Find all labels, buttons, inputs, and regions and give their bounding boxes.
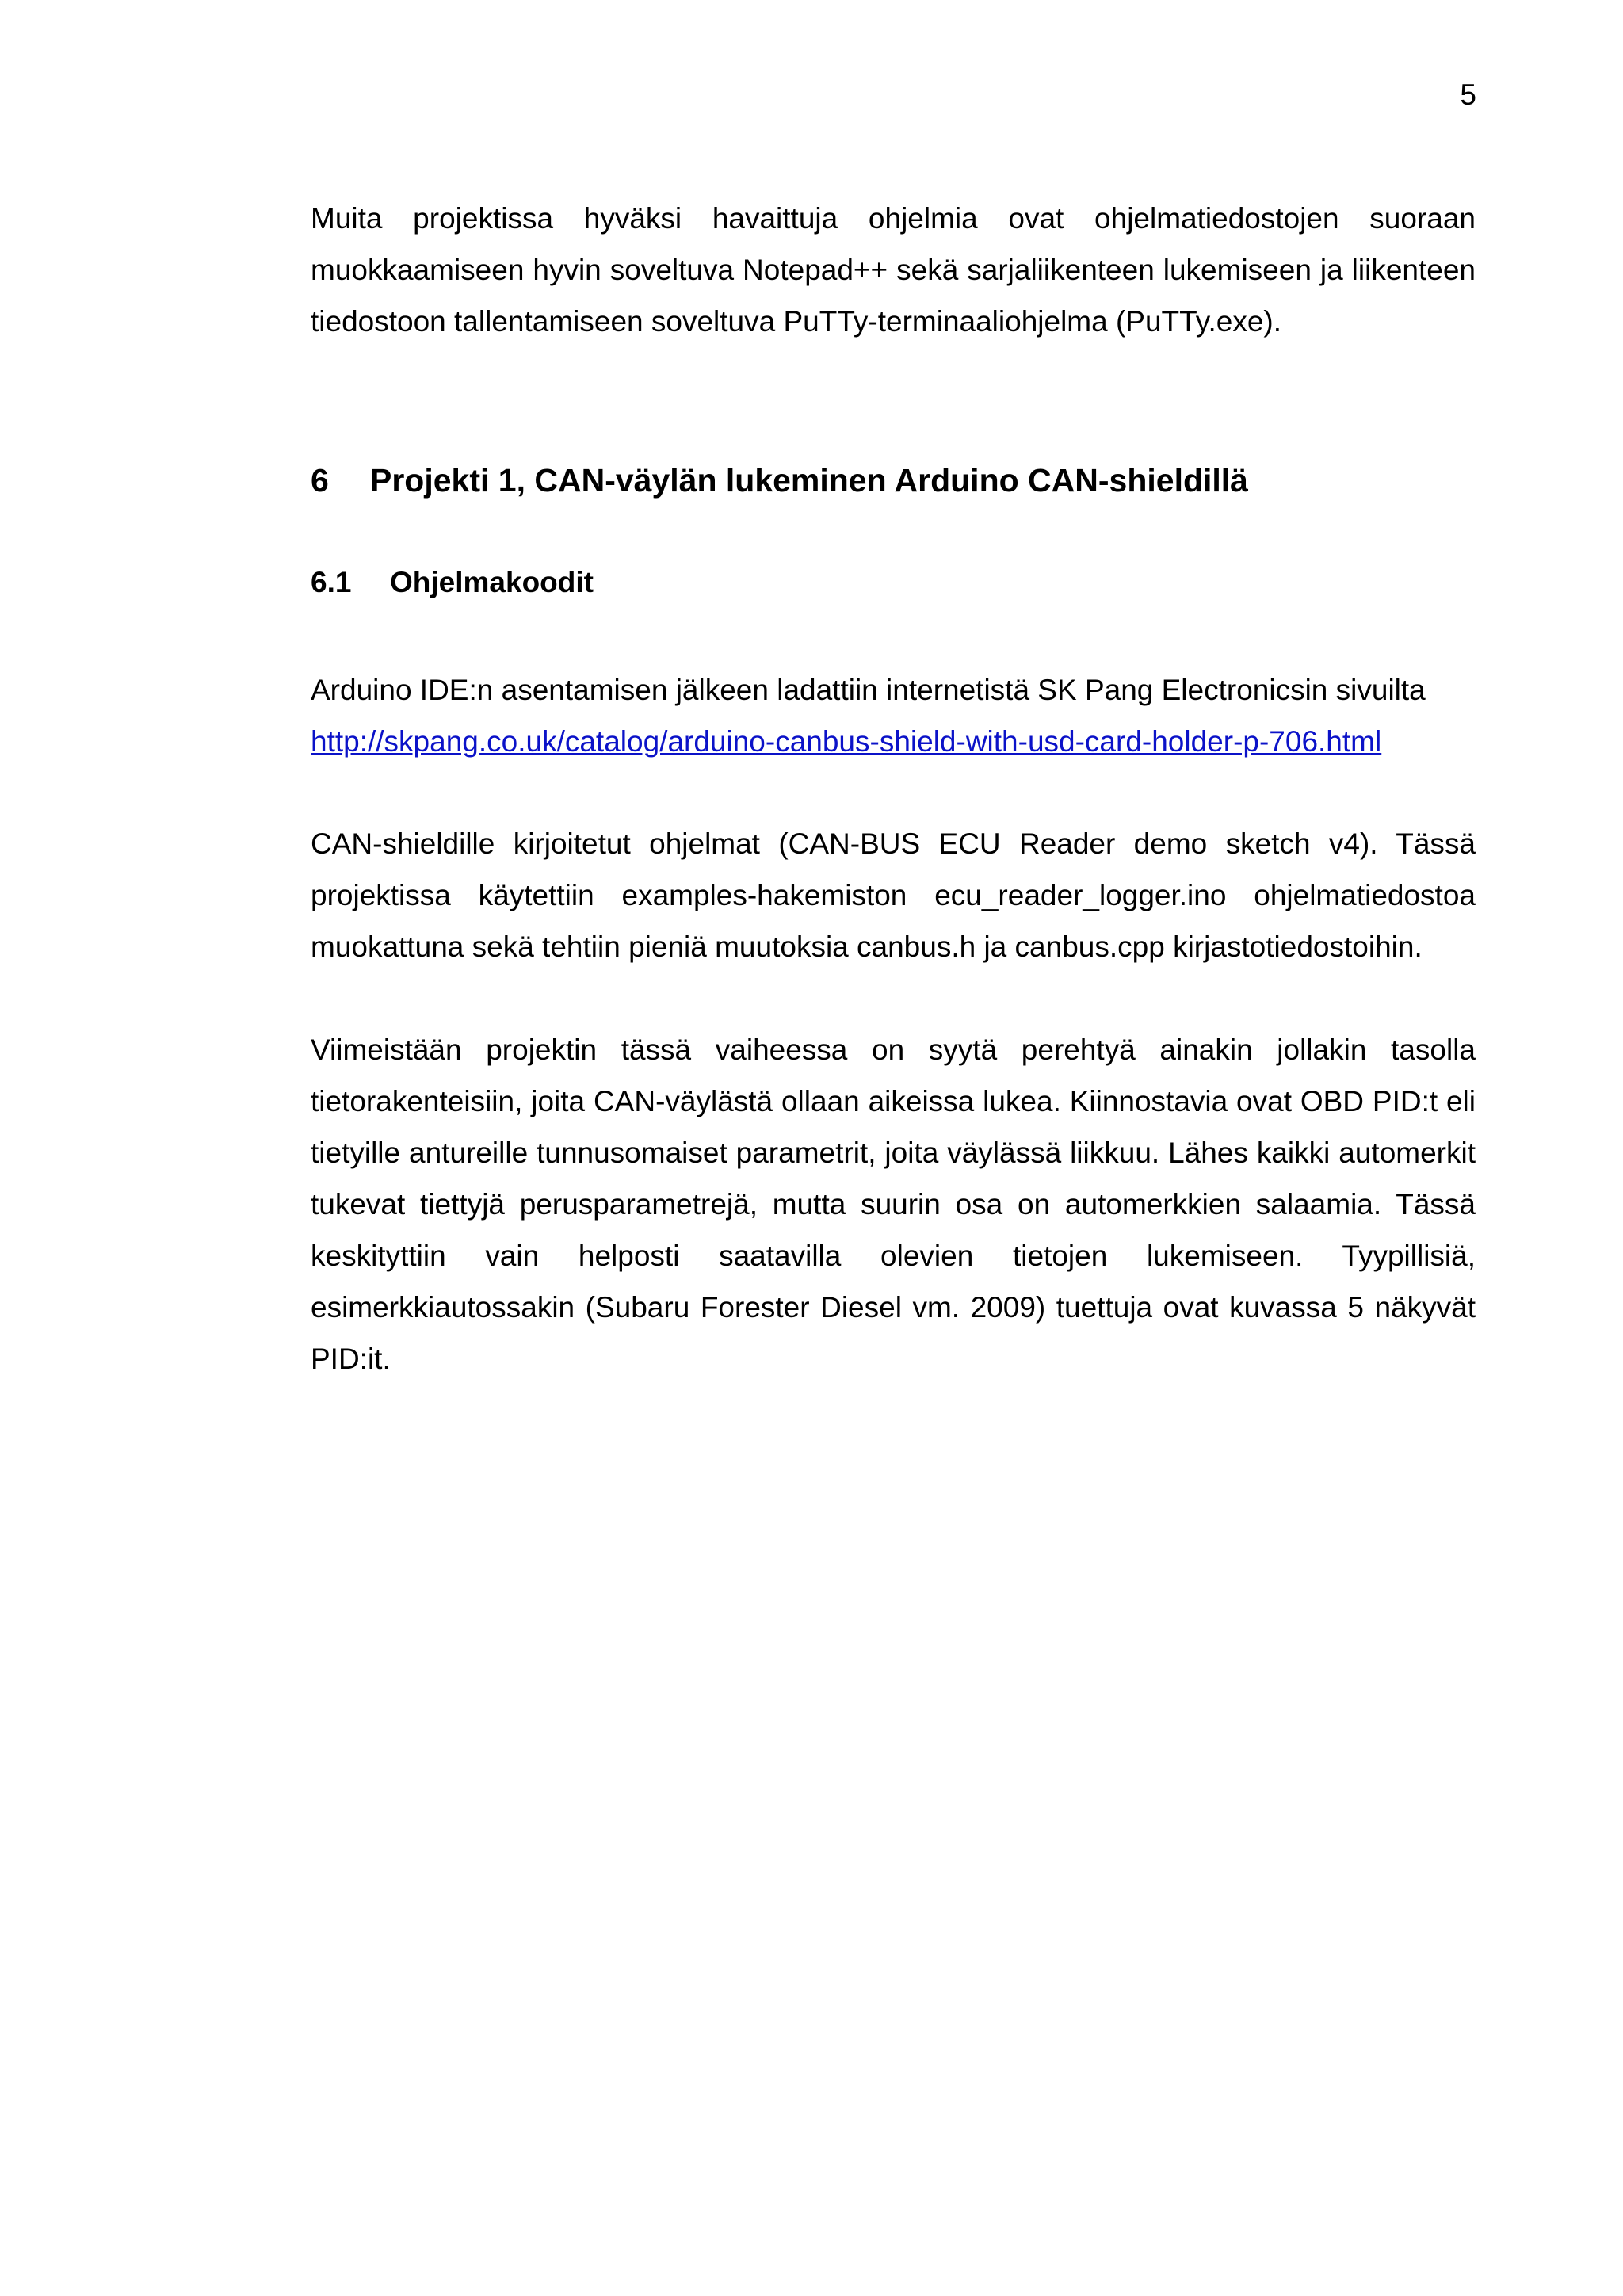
section-number: 6 bbox=[311, 462, 329, 499]
skpang-link[interactable]: http://skpang.co.uk/catalog/arduino-canbus-shield-with-usd-card-holder-p-706.html bbox=[311, 725, 1382, 758]
subsection-number: 6.1 bbox=[311, 566, 352, 598]
section-title: Projekti 1, CAN-väylän lukeminen Arduino CAN-shieldillä bbox=[370, 462, 1248, 499]
intro-paragraph: Muita projektissa hyväksi havaittuja ohjelmia ovat ohjelmatiedostojen suoraan muokkaamiseen hyvin soveltuva Notepad++ sekä sarjaliikenteen lukemiseen ja liikenteen tiedostoon tallentamiseen soveltuva PuTTy-terminaaliohjelma (PuTTy.exe). bbox=[311, 202, 1476, 338]
section-heading bbox=[311, 458, 1476, 502]
document-body bbox=[311, 193, 1476, 1385]
paragraph-can-shield-programs: CAN-shieldille kirjoitetut ohjelmat (CAN-BUS ECU Reader demo sketch v4). Tässä projektissa käytettiin examples-hakemiston ecu_reader_logger.ino ohjelmatiedostoa muokattuna sekä tehtiin pieniä muutoksia canbus.h ja canbus.cpp kirjastotiedostoihin. bbox=[311, 827, 1476, 963]
subsection-heading bbox=[311, 563, 1476, 602]
paragraph-download-intro: Arduino IDE:n asentamisen jälkeen ladattiin internetistä SK Pang Electronicsin sivuilta bbox=[311, 674, 1426, 706]
subsection-title: Ohjelmakoodit bbox=[390, 566, 594, 598]
page-number: 5 bbox=[1460, 78, 1476, 111]
paragraph-obd-pids: Viimeistään projektin tässä vaiheessa on syytä perehtyä ainakin jollakin tasolla tietorakenteisiin, joita CAN-väylästä ollaan aikeissa lukea. Kiinnostavia ovat OBD PID:t eli tietyille antureille tunnusomaiset parametrit, joita väylässä liikkuu. Lähes kaikki automerkit tukevat tiettyjä perusparametrejä, mutta suurin osa on automerkkien salaamia. Tässä keskityttiin vain helposti saatavilla olevien tietojen lukemiseen. Tyypillisiä, esimerkkiautossakin (Subaru Forester Diesel vm. 2009) tuettuja ovat kuvassa 5 näkyvät PID:it. bbox=[311, 1033, 1476, 1375]
